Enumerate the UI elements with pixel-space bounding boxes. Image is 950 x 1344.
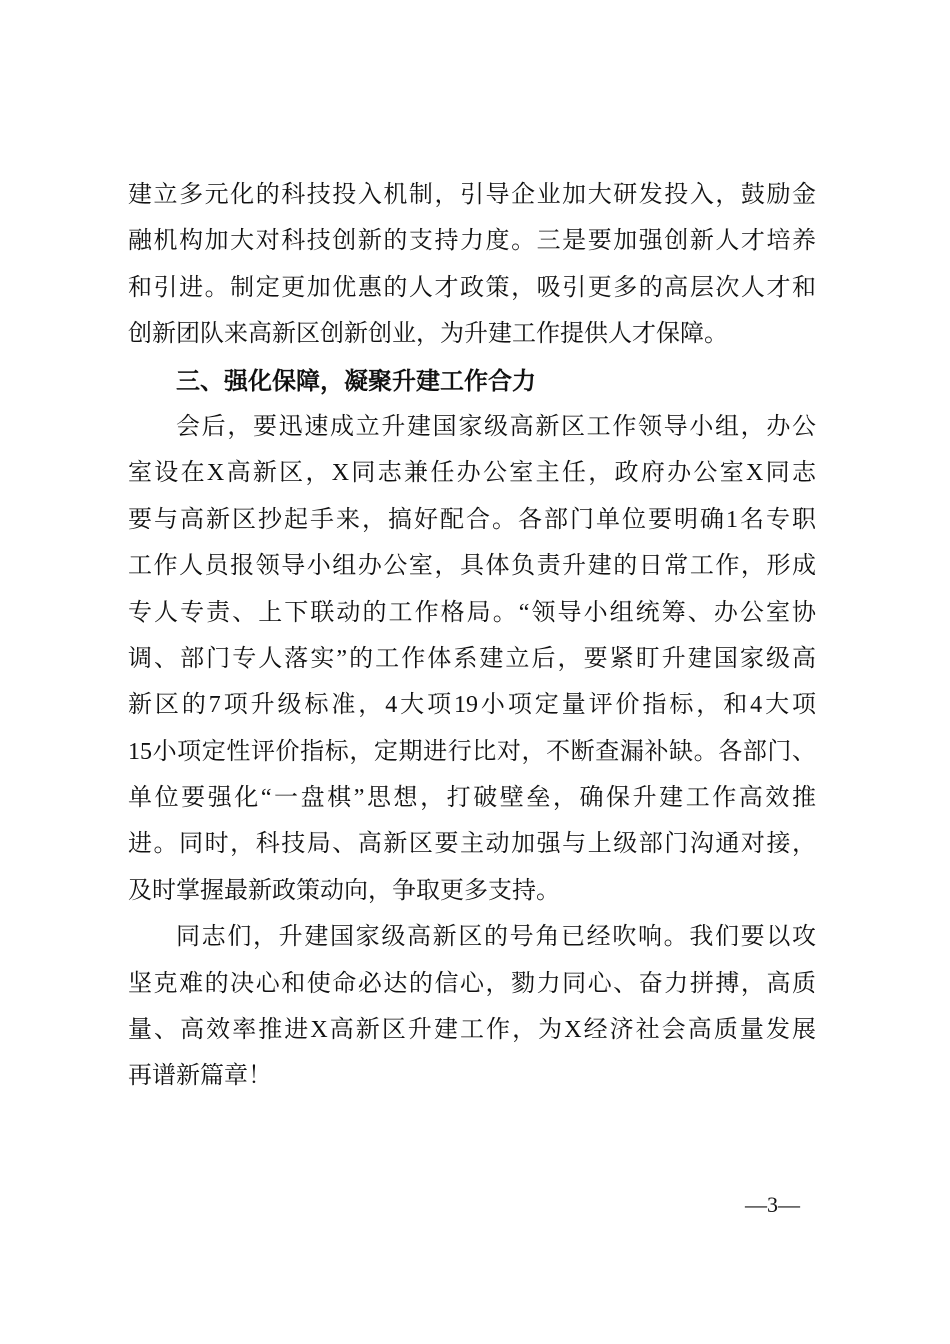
text-line: 和引进。制定更加优惠的人才政策，吸引更多的高层次人才和	[128, 274, 816, 301]
body-text	[128, 172, 816, 1100]
text-line: 三、强化保障，凝聚升建工作合力	[176, 366, 536, 395]
text-line: 进。同时，科技局、高新区要主动加强与上级部门沟通对接，	[128, 831, 816, 858]
text-line: 融机构加大对科技创新的支持力度。三是要加强创新人才培养	[128, 228, 816, 255]
paragraph	[128, 172, 816, 358]
page-number: —3—	[745, 1192, 800, 1217]
text-line: 单位要强化“一盘棋”思想，打破壁垒，确保升建工作高效推	[128, 785, 816, 812]
text-line: 量、高效率推进X高新区升建工作，为X经济社会高质量发展	[128, 1017, 816, 1044]
text-line: 再谱新篇章！	[128, 1063, 272, 1090]
text-line: 同志们，升建国家级高新区的号角已经吹响。我们要以攻	[176, 924, 816, 951]
text-line: 新区的7项升级标准，4大项19小项定量评价指标，和4大项	[128, 692, 816, 719]
text-line: 室设在X高新区，X同志兼任办公室主任，政府办公室X同志	[128, 460, 816, 487]
text-line: 创新团队来高新区创新创业，为升建工作提供人才保障。	[128, 321, 728, 348]
text-line: 会后，要迅速成立升建国家级高新区工作领导小组，办公	[176, 413, 816, 440]
text-line: 专人专责、上下联动的工作格局。“领导小组统筹、办公室协	[128, 599, 816, 626]
paragraph	[128, 914, 816, 1100]
text-line: 要与高新区抄起手来，搞好配合。各部门单位要明确1名专职	[128, 506, 816, 533]
section-heading	[128, 358, 816, 404]
text-line: 坚克难的决心和使命必达的信心，勠力同心、奋力拼搏，高质	[128, 970, 816, 997]
text-line: 及时掌握最新政策动向，争取更多支持。	[128, 877, 560, 904]
text-line: 调、部门专人落实”的工作体系建立后，要紧盯升建国家级高	[128, 645, 816, 672]
text-line: 15小项定性评价指标，定期进行比对，不断查漏补缺。各部门、	[128, 738, 816, 765]
paragraph	[128, 404, 816, 914]
text-line: 建立多元化的科技投入机制，引导企业加大研发投入，鼓励金	[128, 182, 816, 208]
text-line: 工作人员报领导小组办公室，具体负责升建的日常工作，形成	[128, 553, 816, 580]
